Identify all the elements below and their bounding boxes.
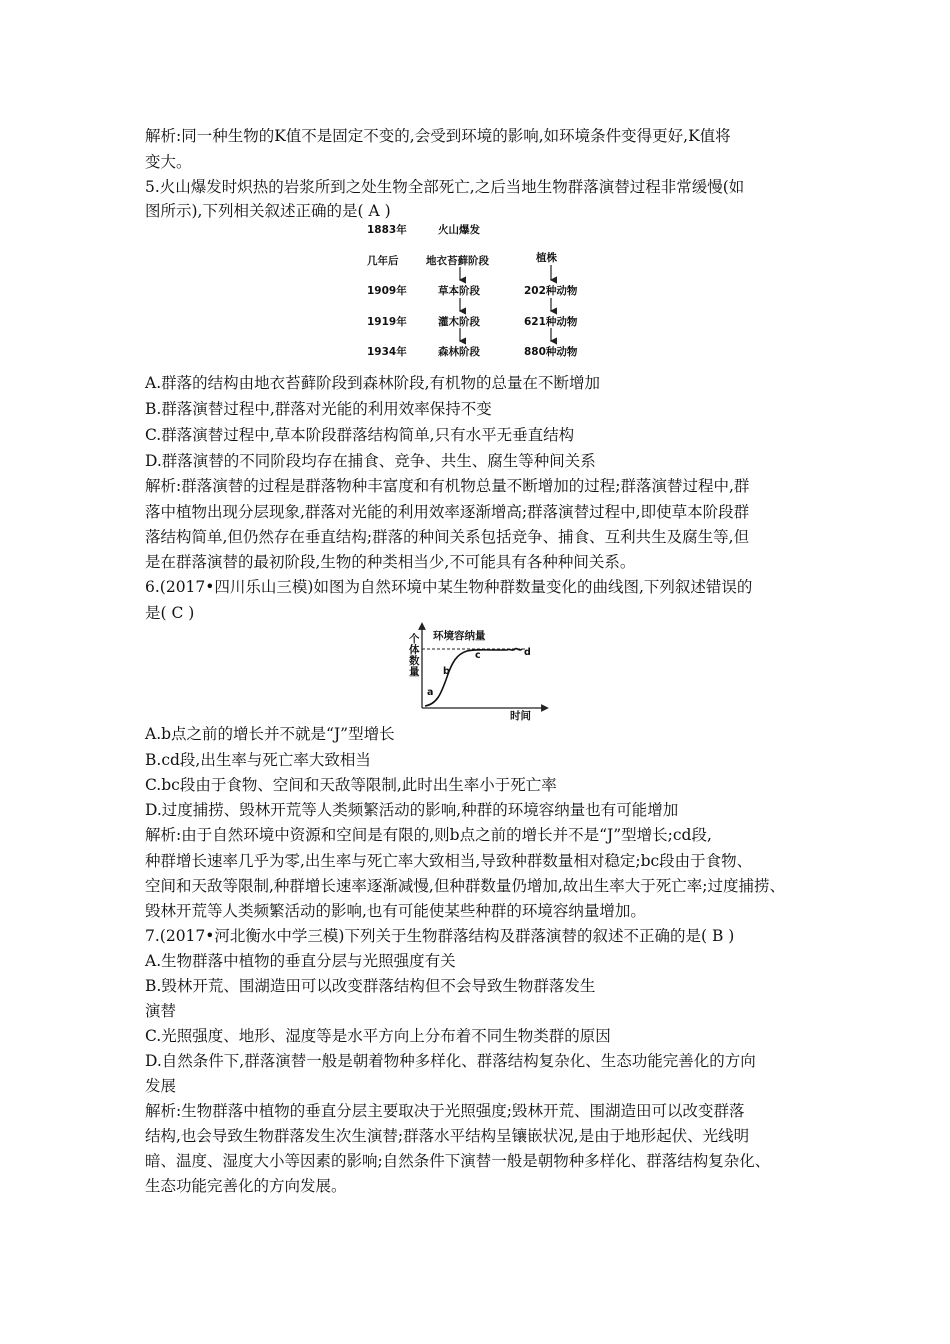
- q6-analysis-line: 空间和天敌等限制,种群增长速率逐渐减慢,但种群数量仍增加,故出生率大于死亡率;过度捕捞、: [145, 877, 786, 895]
- curve-point-label: c: [475, 650, 481, 661]
- y-axis-label: 个体数量: [409, 633, 420, 678]
- figure-year-label: 1883年: [367, 224, 407, 236]
- figure-stage-label: 森林阶段: [438, 346, 480, 358]
- figure-stage-label: 火山爆发: [438, 224, 480, 236]
- q4-analysis-line: 变大。: [145, 153, 192, 171]
- x-axis-label: 时间: [510, 710, 531, 722]
- q7-analysis-line: 结构,也会导致生物群落发生次生演替;群落水平结构呈镶嵌状况,是由于地形起伏、光线明: [145, 1127, 750, 1145]
- q5-analysis-line: 落中植物出现分层现象,群落对光能的利用效率逐渐增高;群落演替过程中,即使草本阶段群: [145, 503, 750, 521]
- q5-option-d: D.群落演替的不同阶段均存在捕食、竞争、共生、腐生等种间关系: [145, 452, 596, 470]
- q7-stem-line: 7.(2017•河北衡水中学三模)下列关于生物群落结构及群落演替的叙述不正确的是( B ): [145, 927, 735, 945]
- figure-organism-label: 植株: [536, 252, 557, 264]
- q6-stem-line: 是( C ): [145, 604, 195, 622]
- q7-option-c: C.光照强度、地形、湿度等是水平方向上分布着不同生物类群的原因: [145, 1027, 611, 1045]
- figure-organism-label: 202种动物: [524, 285, 578, 297]
- q6-analysis-line: 解析:由于自然环境中资源和空间是有限的,则b点之前的增长并不是“J”型增长;cd段,: [145, 826, 712, 844]
- q5-analysis-line: 是在群落演替的最初阶段,生物的种类相当少,不可能具有各种种间关系。: [145, 553, 636, 571]
- figure-stage-label: 草本阶段: [438, 285, 480, 297]
- q7-analysis-line: 暗、温度、湿度大小等因素的影响;自然条件下演替一般是朝物种多样化、群落结构复杂化、: [145, 1152, 771, 1170]
- figure-stage-label: 灌木阶段: [438, 316, 480, 328]
- q6-option-d: D.过度捕捞、毁林开荒等人类频繁活动的影响,种群的环境容纳量也有可能增加: [145, 801, 679, 819]
- q6-stem-line: 6.(2017•四川乐山三模)如图为自然环境中某生物种群数量变化的曲线图,下列叙述错误的: [145, 578, 753, 596]
- q5-option-c: C.群落演替过程中,草本阶段群落结构简单,只有水平无垂直结构: [145, 426, 575, 444]
- q5-stem-line: 图所示),下列相关叙述正确的是( A ): [145, 202, 391, 220]
- q5-analysis-line: 解析:群落演替的过程是群落物种丰富度和有机物总量不断增加的过程;群落演替过程中,群: [145, 477, 750, 495]
- figure-year-label: 1909年: [367, 285, 407, 297]
- q6-option-b: B.cd段,出生率与死亡率大致相当: [145, 751, 371, 769]
- curve-point-label: b: [443, 666, 450, 677]
- q7-option-b-cont: 演替: [145, 1002, 177, 1020]
- figure-stage-label: 地衣苔藓阶段: [426, 255, 489, 267]
- q5-analysis-line: 落结构简单,但仍然存在垂直结构;群落的种间关系包括竞争、捕食、互利共生及腐生等,但: [145, 528, 750, 546]
- q4-analysis-line: 解析:同一种生物的K值不是固定不变的,会受到环境的影响,如环境条件变得更好,K值将: [145, 127, 731, 145]
- q6-option-a: A.b点之前的增长并不就是“J”型增长: [145, 725, 395, 743]
- succession-figure: [362, 220, 592, 365]
- figure-organism-label: 621种动物: [524, 316, 578, 328]
- q7-analysis-line: 解析:生物群落中植物的垂直分层主要取决于光照强度;毁林开荒、围湖造田可以改变群落: [145, 1102, 745, 1120]
- curve-point-label: d: [524, 647, 531, 658]
- q6-analysis-line: 毁林开荒等人类频繁活动的影响,也有可能使某些种群的环境容纳量增加。: [145, 902, 646, 920]
- q5-option-b: B.群落演替过程中,群落对光能的利用效率保持不变: [145, 400, 492, 418]
- figure-year-label: 1934年: [367, 346, 407, 358]
- population-curve-figure: [405, 622, 555, 722]
- curve-point-label: a: [427, 687, 434, 698]
- figure-year-label: 几年后: [367, 255, 399, 267]
- carrying-capacity-label: 环境容纳量: [433, 630, 486, 642]
- q7-analysis-line: 生态功能完善化的方向发展。: [145, 1177, 347, 1195]
- q7-option-b: B.毁林开荒、围湖造田可以改变群落结构但不会导致生物群落发生: [145, 977, 596, 995]
- q7-option-d-cont: 发展: [145, 1077, 177, 1095]
- q5-stem-line: 5.火山爆发时炽热的岩浆所到之处生物全部死亡,之后当地生物群落演替过程非常缓慢(如: [145, 178, 745, 196]
- q7-option-d: D.自然条件下,群落演替一般是朝着物种多样化、群落结构复杂化、生态功能完善化的方向: [145, 1052, 756, 1070]
- q6-option-c: C.bc段由于食物、空间和天敌等限制,此时出生率小于死亡率: [145, 776, 557, 794]
- q5-option-a: A.群落的结构由地衣苔藓阶段到森林阶段,有机物的总量在不断增加: [145, 374, 601, 392]
- q6-analysis-line: 种群增长速率几乎为零,出生率与死亡率大致相当,导致种群数量相对稳定;bc段由于食物、: [145, 852, 753, 870]
- figure-organism-label: 880种动物: [524, 346, 578, 358]
- population-curve: [425, 649, 522, 706]
- q7-option-a: A.生物群落中植物的垂直分层与光照强度有关: [145, 952, 456, 970]
- figure-year-label: 1919年: [367, 316, 407, 328]
